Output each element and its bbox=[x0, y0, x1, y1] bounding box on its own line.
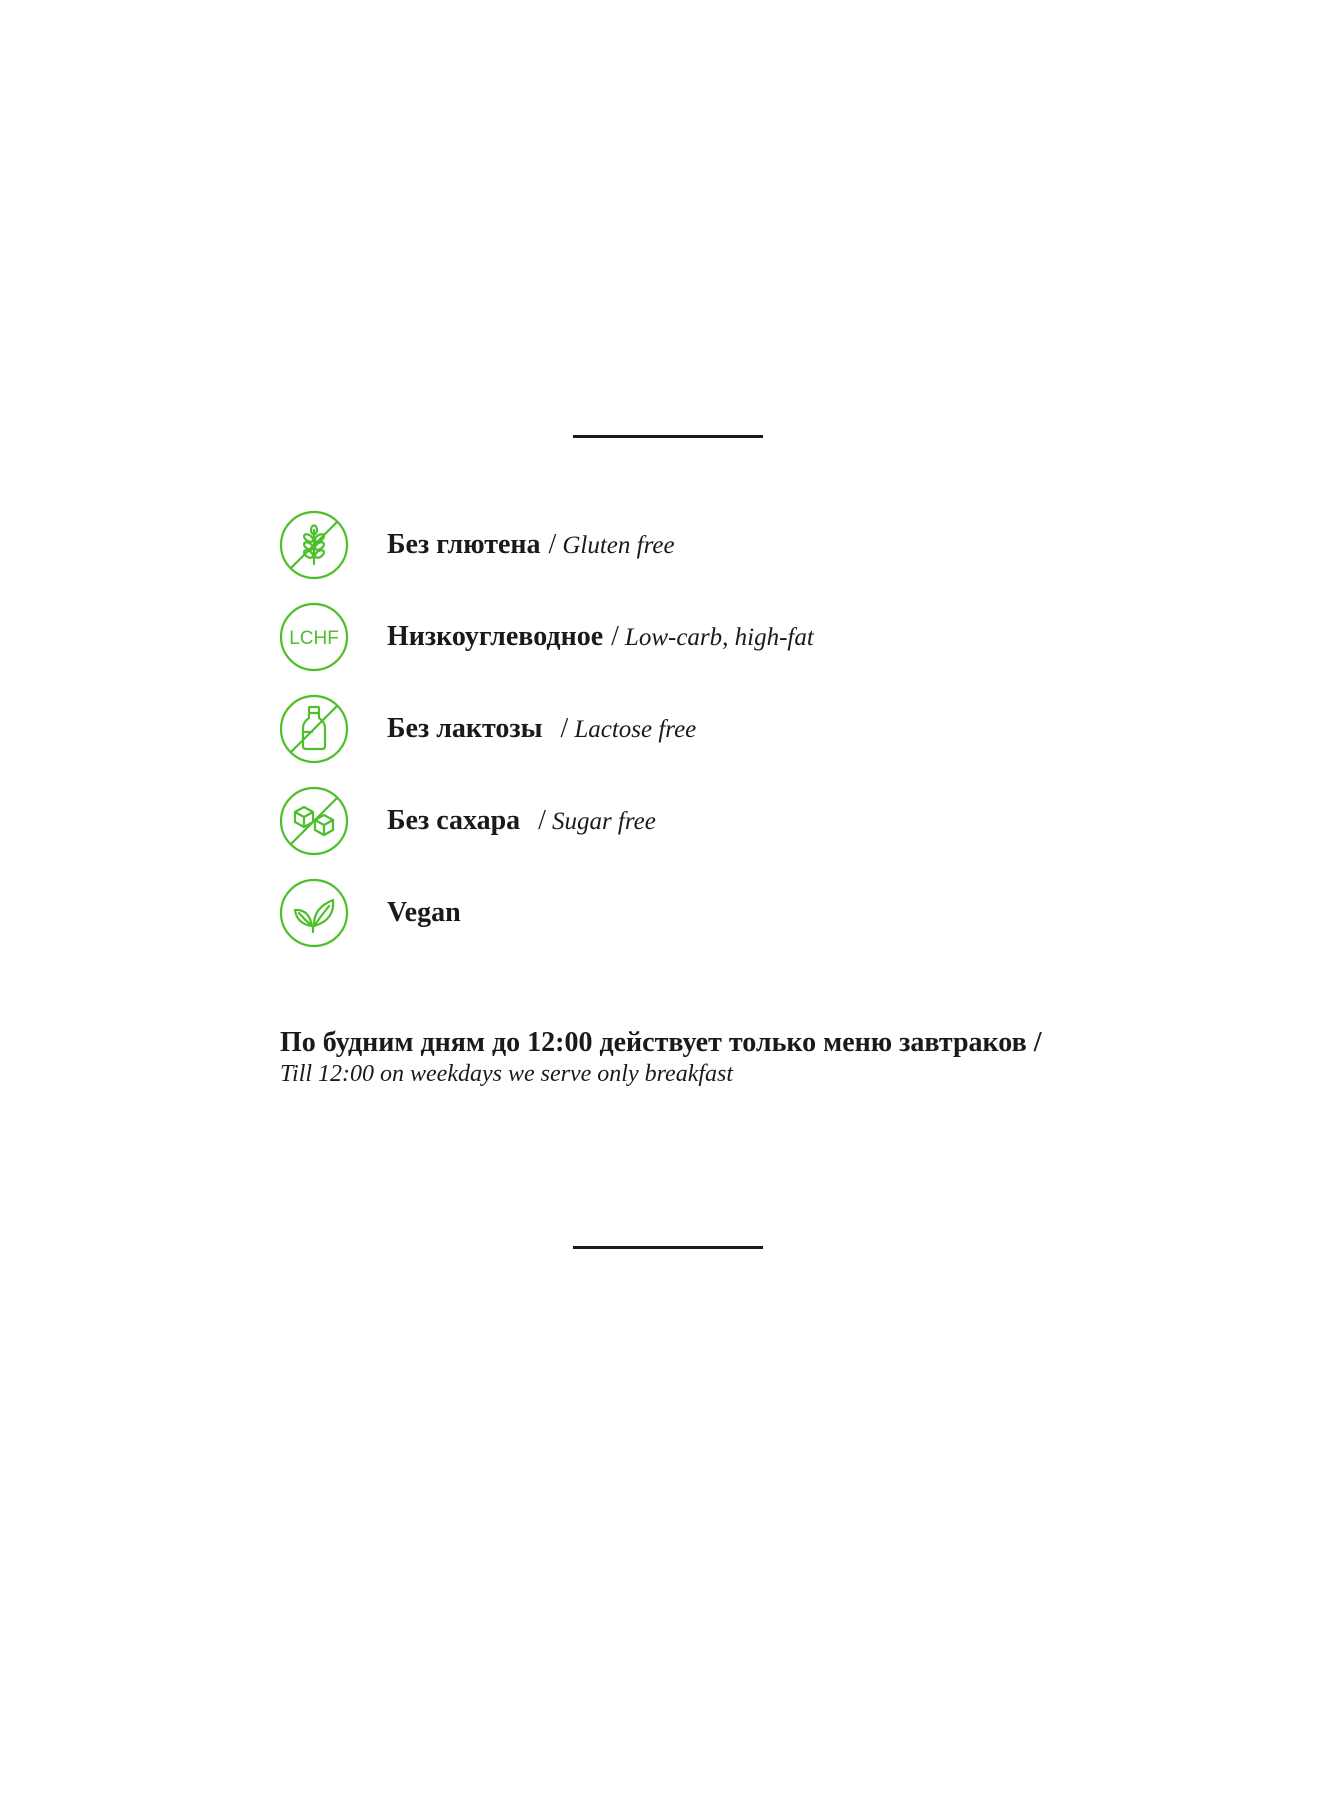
legend-label-en: Lactose free bbox=[574, 716, 697, 743]
notice-text-ru: По будним дням до 12:00 действует только меню завтраков / bbox=[280, 1027, 1042, 1058]
lchf-icon bbox=[279, 602, 349, 672]
legend-label-en: Low-carb, high-fat bbox=[624, 624, 814, 651]
legend-label-ru: Без сахара bbox=[387, 805, 521, 836]
legend-separator: / bbox=[560, 713, 569, 744]
legend-label-ru: Vegan bbox=[387, 897, 461, 928]
legend-label-en: Gluten free bbox=[562, 532, 675, 559]
breakfast-notice bbox=[280, 1026, 1180, 1088]
lchf-icon-text: LCHF bbox=[289, 628, 339, 649]
legend-item-lactose-free bbox=[279, 694, 696, 764]
bottom-divider bbox=[573, 1246, 763, 1249]
sugar-free-icon bbox=[279, 786, 349, 856]
legend-label-ru: Без глютена bbox=[387, 529, 541, 560]
legend-label-ru: Без лактозы bbox=[387, 713, 543, 744]
gluten-free-icon bbox=[279, 510, 349, 580]
notice-text-en: Till 12:00 on weekdays we serve only breakfast bbox=[280, 1061, 734, 1087]
vegan-icon bbox=[279, 878, 349, 948]
top-divider bbox=[573, 435, 763, 438]
legend-item-lchf bbox=[279, 602, 814, 672]
legend-separator: / bbox=[611, 621, 619, 652]
legend-item-sugar-free bbox=[279, 786, 656, 856]
legend-item-gluten-free bbox=[279, 510, 675, 580]
legend-label-en: Sugar free bbox=[551, 808, 656, 835]
legend-item-vegan bbox=[279, 878, 461, 948]
legend-label-ru: Низкоуглеводное bbox=[387, 621, 604, 652]
lactose-free-icon bbox=[279, 694, 349, 764]
legend-separator: / bbox=[538, 805, 546, 836]
legend-separator: / bbox=[548, 529, 557, 560]
